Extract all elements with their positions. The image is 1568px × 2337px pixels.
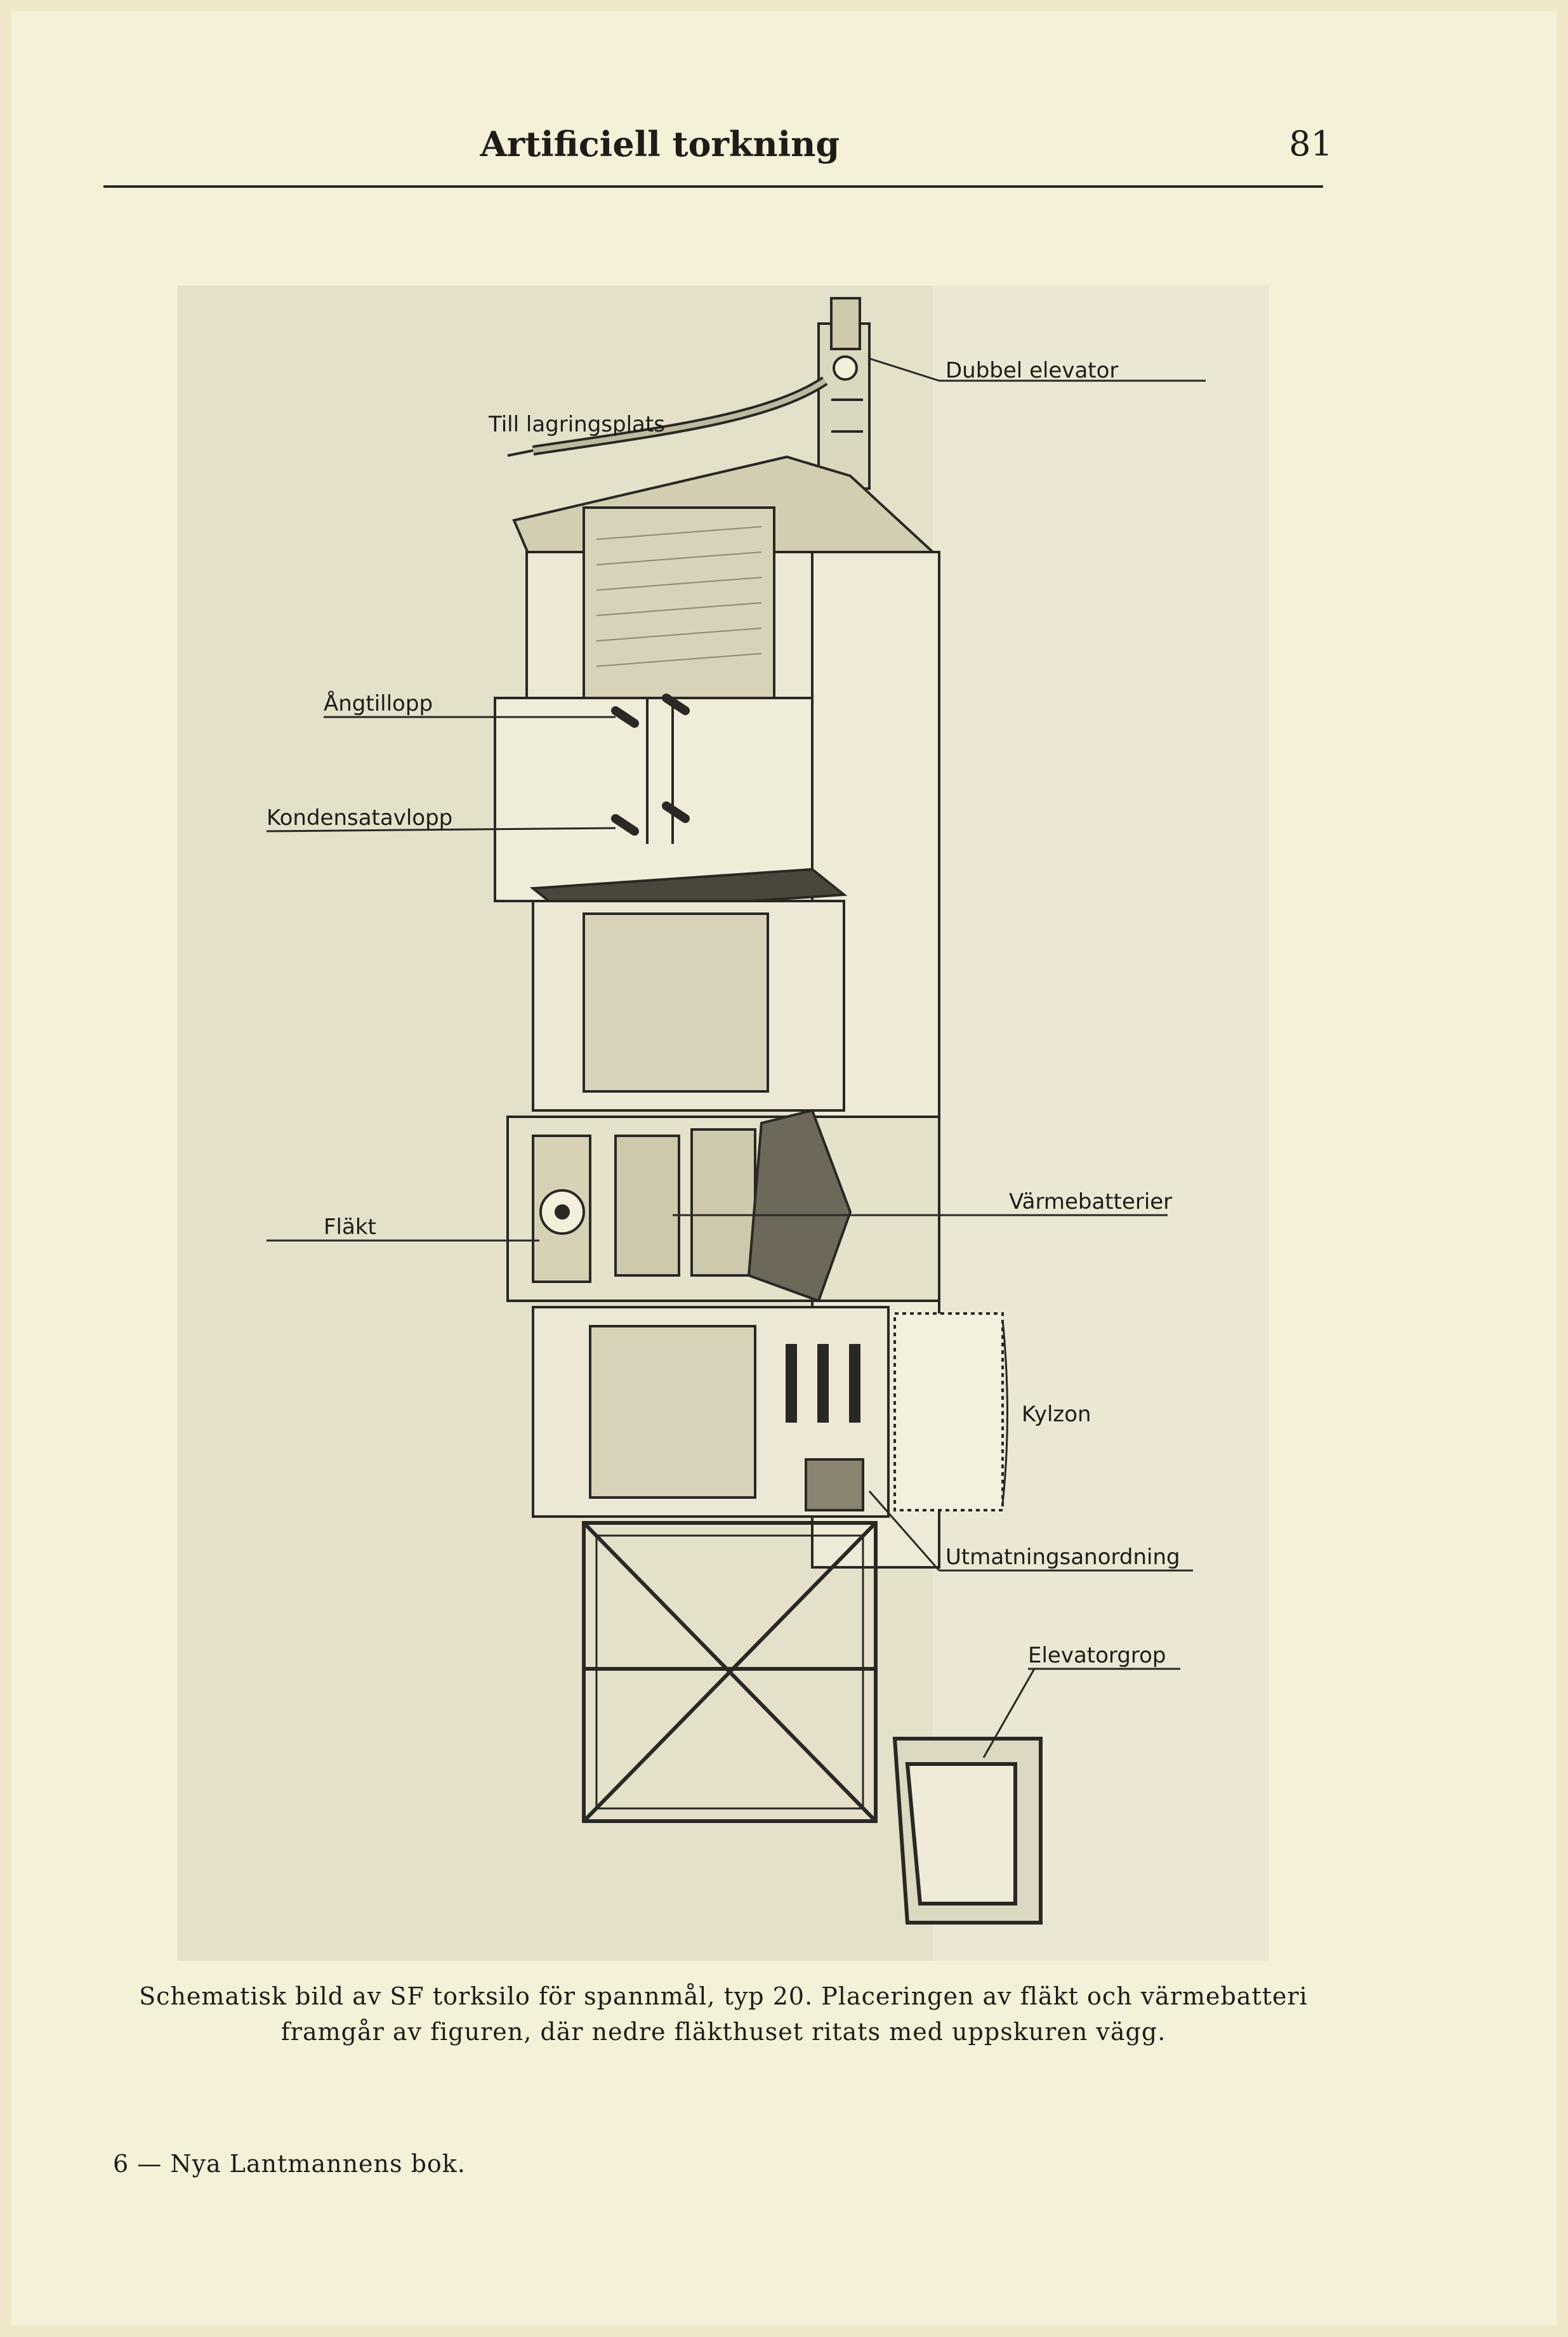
caption-line-1: Schematisk bild av SF torksilo för spannmål, typ 20. Placeringen av fläkt och värmebatteri xyxy=(139,1982,1308,2010)
elevator-column xyxy=(819,298,869,489)
elevator-pit xyxy=(895,1739,1041,1923)
header-rule xyxy=(103,185,1323,188)
figure-light-right xyxy=(933,286,1269,1961)
label-elevatorgrop: Elevatorgrop xyxy=(1028,1643,1166,1668)
running-head xyxy=(0,124,1568,174)
mid-chamber xyxy=(533,869,844,1110)
label-dubbel-elevator: Dubbel elevator xyxy=(945,358,1119,383)
silo-drawing xyxy=(178,286,1269,1961)
label-utmatningsanordning: Utmatningsanordning xyxy=(945,1544,1180,1570)
fan-house xyxy=(508,1110,939,1301)
discharge-device xyxy=(806,1459,863,1510)
middle-panel xyxy=(495,698,812,901)
caption-line-2: framgår av figuren, där nedre fläkthuset ritats med uppskuren vägg. xyxy=(280,2018,1166,2046)
label-flakt: Fläkt xyxy=(324,1215,376,1240)
figure-caption xyxy=(127,1978,1320,2050)
label-kondensatavlopp: Kondensatavlopp xyxy=(267,805,453,831)
running-title: Artificiell torkning xyxy=(480,124,840,164)
cooling-zone xyxy=(533,1307,1003,1517)
figure-torksilo xyxy=(178,286,1269,1961)
label-varmebatterier: Värmebatterier xyxy=(1009,1189,1173,1215)
label-angtillopp: Ångtillopp xyxy=(324,691,433,716)
label-till-lagringsplats: Till lagringsplats xyxy=(489,412,665,437)
footer-signature: 6 — Nya Lantmannens bok. xyxy=(113,2150,466,2178)
label-kylzon: Kylzon xyxy=(1022,1402,1091,1427)
page-number: 81 xyxy=(1289,124,1333,164)
